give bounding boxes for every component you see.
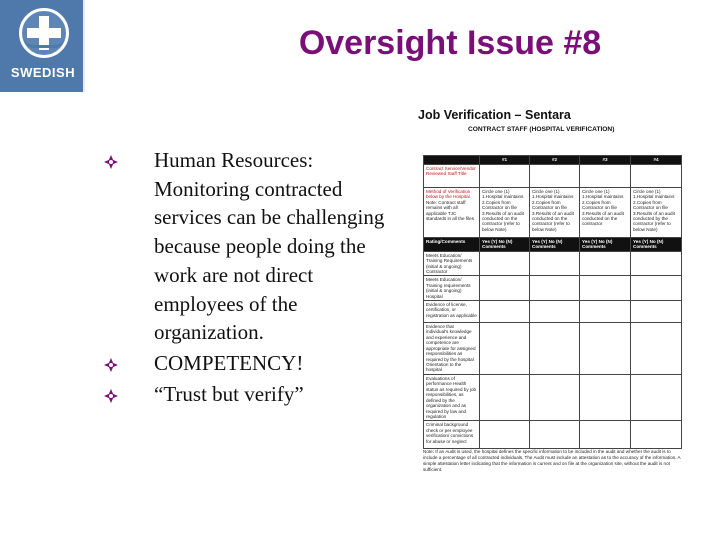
method-cell: Circle one (1) 1.Hospital maintains 2.Copies from Contractor on file 3.Results of an audit conducted by the contractor (refer to below Note) xyxy=(631,188,682,238)
table-row xyxy=(424,421,682,449)
table-cell xyxy=(631,421,682,449)
table-cell xyxy=(631,276,682,301)
method-cell: Circle one (1) 1.Hospital maintains 2.Copies from Contractor on file 3.Results of an audit conducted on the contractor (refer to below Note) xyxy=(530,188,580,238)
table-row xyxy=(424,276,682,301)
table-row xyxy=(424,323,682,375)
table-cell xyxy=(480,251,530,276)
row-label-cell: Evaluations of performance Health status as required by job responsibilities, as defined by the organization and as required by law and regulation xyxy=(424,375,480,421)
table-cell xyxy=(580,165,631,188)
method-cell: Circle one (1) 1.Hospital maintains 2.Copies from Contractor on file 3.Results of an audit conducted on the contractor xyxy=(580,188,631,238)
header-cell: #4 xyxy=(631,156,682,165)
table-cell xyxy=(580,276,631,301)
rating-cell: Yes (Y) No (N) Comments xyxy=(480,238,530,252)
table-cell xyxy=(530,165,580,188)
verification-document xyxy=(418,108,668,133)
slide-title: Oversight Issue #8 xyxy=(298,24,602,62)
method-cell: Circle one (1) 1.Hospital maintains 2.Copies from Contractor on file 3.Results of an audit conducted on the contractor (refer to below Note) xyxy=(480,188,530,238)
bullet-text: “Trust but verify” xyxy=(154,381,304,406)
diamond-bullet-icon xyxy=(103,357,119,373)
table-cell xyxy=(631,301,682,323)
table-row xyxy=(424,375,682,421)
document-subtitle: CONTRACT STAFF (HOSPITAL VERIFICATION) xyxy=(468,126,615,133)
bullet-item xyxy=(103,380,403,409)
table-cell xyxy=(480,301,530,323)
table-cell xyxy=(631,251,682,276)
header-cell: #1 xyxy=(480,156,530,165)
row-label-cell: Evidence that individual's knowledge and experience and competence are appropriate for assigned responsibilities as required by the hospital Orientation to the hospital xyxy=(424,323,480,375)
table-cell xyxy=(530,375,580,421)
table-row xyxy=(424,165,682,188)
bullet-item xyxy=(103,146,403,347)
rating-cell: Yes (Y) No (N) Comments xyxy=(580,238,631,252)
table-cell xyxy=(530,421,580,449)
bullet-item xyxy=(103,349,403,378)
method-note: Note: Contract staff remains with all applicable TJC standards in all the files xyxy=(426,199,475,222)
table-row xyxy=(424,251,682,276)
row-label-cell: Evidence of license, certification, or registration as applicable xyxy=(424,301,480,323)
header-cell: #3 xyxy=(580,156,631,165)
document-title: Job Verification – Sentara xyxy=(418,108,571,122)
swedish-logo xyxy=(0,0,85,92)
table-cell xyxy=(480,421,530,449)
table-cell xyxy=(631,165,682,188)
table-cell xyxy=(580,323,631,375)
table-cell xyxy=(580,421,631,449)
table-cell xyxy=(580,301,631,323)
table-cell xyxy=(480,323,530,375)
table-cell xyxy=(530,251,580,276)
header-cell: #2 xyxy=(530,156,580,165)
verification-table xyxy=(423,155,682,449)
document-note: Note: If an Audit is used, the hospital defines the specific information to be included in the audit and whether the audit is to include a percentage of all contracted individuals. The Audit must include an attestation as to the accuracy of the information. A simple attestation letter indicating that the information is current and on file at the organization site, without the audit is not sufficient. xyxy=(423,449,681,473)
table-cell xyxy=(530,276,580,301)
rating-cell: Yes (Y) No (N) Comments xyxy=(530,238,580,252)
bullet-list xyxy=(103,146,403,408)
row-label-cell: Meets Education/ Training requirements (initial & ongoing) Hospital xyxy=(424,276,480,301)
table-cell xyxy=(530,301,580,323)
logo-text: SWEDISH xyxy=(10,65,76,80)
method-label: Method of Verification below by the Hospital xyxy=(426,189,471,200)
rating-cell: Yes (Y) No (N) Comments xyxy=(631,238,682,252)
method-label-cell xyxy=(424,188,480,238)
table-header-row xyxy=(424,156,682,165)
bullet-text: COMPETENCY! xyxy=(154,350,304,375)
table-cell xyxy=(480,276,530,301)
table-cell xyxy=(480,375,530,421)
table-cell xyxy=(631,323,682,375)
table-cell xyxy=(631,375,682,421)
rating-label-cell: Rating/Comments xyxy=(424,238,480,252)
diamond-bullet-icon xyxy=(103,388,119,404)
diamond-bullet-icon xyxy=(103,154,119,170)
table-cell xyxy=(480,165,530,188)
bullet-text: Human Resources: Monitoring contracted services can be challenging because people doing the work are not direct employees of the organization. xyxy=(154,148,385,345)
table-row xyxy=(424,301,682,323)
row-label-cell: Meets Education/ Training Requirements (initial & ongoing) Contractor xyxy=(424,251,480,276)
contract-label-cell: Contract Service/Vendor Reviewed Staff Title xyxy=(424,165,480,188)
logo-cross-bar xyxy=(27,28,61,38)
header-cell xyxy=(424,156,480,165)
table-cell xyxy=(580,375,631,421)
table-cell xyxy=(530,323,580,375)
rating-row xyxy=(424,238,682,252)
logo-swoosh-icon xyxy=(24,38,64,48)
table-row xyxy=(424,188,682,238)
row-label-cell: Criminal background check or per employee verification/ convictions for abuse or neglect xyxy=(424,421,480,449)
table-cell xyxy=(580,251,631,276)
